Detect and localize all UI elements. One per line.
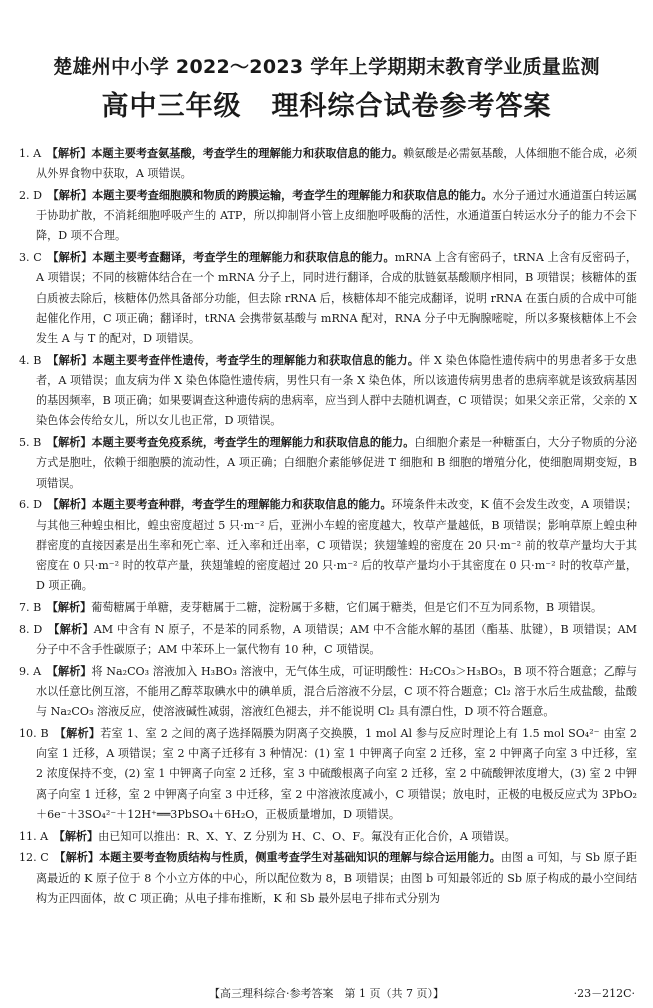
question-number: 10. B [19, 727, 49, 741]
analysis-focus: 本题主要考查细胞膜和物质的跨膜运输，考查学生的理解能力和获取信息的能力。 [92, 189, 493, 202]
analysis-tag: 【解析】 [52, 436, 92, 450]
analysis-text: 若室 1、室 2 之间的离子选择隔膜为阴离子交换膜，1 mol Al 参与反应时理论上有 1.5 mol SO₄²⁻ 由室 2 向室 1 迁移，A 项错误；室 2 中离子迁移有 3 种情况：(1) 室 1 中钾离子向室 2 迁移，室 2 中钾离子向室 3 中迁移，室 2 浓度保持不变，(2) 室 1 中钾离子向室 2 迁移，室 3 中硫酸根离子向室 2 迁移，室 2 中硫酸钾浓度增大，(3) 室 2 中钾离子向室 1 迁移，室 2 中钾离子向室 3 中迁移，室 2 中溶液浓度减小，C 项错误；放电时，正极的电极反应式为 3PbO₂＋6e⁻＋3SO₄²⁻＋12H⁺══3PbSO₄＋6H₂O，正极质量增加，D 项错误。 [36, 727, 637, 821]
analysis-text: 赖氨酸是必需氨基酸，人体细胞不能合成，必须从外界食物中获取，A 项错误。 [36, 147, 637, 181]
analysis-tag: 【解析】 [53, 189, 93, 202]
answer-item [19, 433, 637, 494]
footer-paper-code: ·23－212C· [573, 987, 635, 1000]
question-number: 9. A [19, 664, 42, 678]
question-number: 2. D [19, 189, 43, 202]
answer-item [19, 598, 637, 618]
analysis-text: 伴 X 染色体隐性遗传病中的男患者多于女患者，A 项错误；血友病为伴 X 染色体隐性遗传病，男性只有一条 X 染色体，所以该遗传病男患者的患病率就是该致病基因的基因频率，B 项正确；如果要调查这种遗传病的患病率，应当到人群中去随机调查，C 项错误；如果父亲正常，父亲的 X 染色体会传给女儿，所以女儿也正常，D 项错误。 [36, 353, 637, 428]
analysis-focus: 本题主要考查伴性遗传，考查学生的理解能力和获取信息的能力。 [92, 353, 420, 367]
question-number: 6. D [19, 498, 43, 512]
analysis-tag: 【解析】 [52, 664, 92, 678]
answer-item [19, 186, 637, 247]
analysis-focus: 本题主要考查物质结构与性质，侧重考查学生对基础知识的理解与综合运用能力。 [99, 851, 501, 865]
analysis-tag: 【解析】 [52, 353, 93, 367]
answer-item [19, 351, 637, 432]
answer-item [19, 144, 637, 184]
analysis-text: mRNA 上含有密码子，tRNA 上含有反密码子，A 项错误；不同的核糖体结合在一个 mRNA 分子上，同时进行翻译，合成的肽链氨基酸顺序相同，B 项错误；核糖体的蛋白质被去除后，核糖体仍然具备部分功能，但去除 rRNA 后，核糖体却不能完成翻译，说明 rRNA 在蛋白质的合成中可能起催化作用，C 项正确；翻译时，tRNA 会携带氨基酸与 mRNA 配对，RNA 分子中无胸腺嘧啶，所以多聚核糖体上不会发生 A 与 T 的配对，D 项错误。 [36, 251, 637, 346]
subject-label: 理科综合试卷参考答案 [271, 91, 552, 122]
analysis-tag: 【解析】 [52, 601, 92, 615]
analysis-text: 由已知可以推出：R、X、Y、Z 分别为 H、C、O、F。氟没有正化合价，A 项错误。 [98, 829, 516, 843]
answers-list [19, 144, 637, 980]
analysis-focus: 本题主要考查种群，考查学生的理解能力和获取信息的能力。 [91, 498, 392, 512]
question-number: 8. D [19, 622, 43, 636]
question-number: 3. C [19, 251, 42, 265]
analysis-tag: 【解析】 [60, 727, 101, 741]
answer-item [19, 848, 637, 909]
grade-label: 高中三年级 [101, 91, 242, 122]
question-number: 11. A [19, 829, 49, 843]
answer-item [19, 724, 637, 825]
analysis-text: 葡萄糖属于单糖，麦芽糖属于二糖，淀粉属于多糖，它们属于糖类，但是它们不互为同系物，B 项错误。 [91, 601, 603, 615]
analysis-tag: 【解析】 [59, 851, 100, 865]
answer-item [19, 248, 637, 349]
analysis-tag: 【解析】 [52, 147, 92, 160]
page-footer [0, 985, 653, 1003]
answer-item [19, 495, 637, 596]
question-number: 1. A [19, 147, 42, 160]
analysis-tag: 【解析】 [59, 829, 99, 843]
footer-page-info: 【高三理科综合·参考答案 第 1 页（共 7 页）】 [209, 987, 444, 1000]
question-number: 7. B [19, 601, 42, 615]
answer-item [19, 620, 637, 660]
answer-item [19, 662, 637, 723]
analysis-tag: 【解析】 [53, 622, 94, 636]
analysis-focus: 本题主要考查翻译，考查学生的理解能力和获取信息的能力。 [92, 251, 395, 265]
analysis-text: 白细胞介素是一种糖蛋白，大分子物质的分泌方式是胞吐，依赖于细胞膜的流动性，A 项正确；白细胞介素能够促进 T 细胞和 B 细胞的增殖分化，使细胞周期变短，B 项错误。 [36, 436, 637, 490]
question-number: 4. B [19, 353, 42, 367]
answer-item [19, 827, 637, 847]
analysis-focus: 本题主要考查氨基酸，考查学生的理解能力和获取信息的能力。 [91, 147, 404, 160]
analysis-text: 将 Na₂CO₃ 溶液加入 H₃BO₃ 溶液中，无气体生成，可证明酸性：H₂CO₃＞H₃BO₃，B 项不符合题意；乙醇与水以任意比例互溶，不能用乙醇萃取碘水中的碘单质，混合后溶液不分层，C 项不符合题意；Cl₂ 溶于水后生成盐酸，盐酸与 Na₂CO₃ 溶液反应，使溶液碱性减弱，溶液红色褪去，并不能说明 Cl₂ 具有漂白性，D 项不符合题意。 [36, 664, 637, 719]
analysis-text: 由图 a 可知，与 Sb 原子距离最近的 K 原子位于 8 个小立方体的中心，所以配位数为 8，B 项错误；由图 b 可知最邻近的 Sb 原子构成的最小空间结构为正四面体，故 C 项正确；从电子排布推断，K 和 Sb 最外层电子排布式分别为 [36, 851, 637, 905]
exam-title: 楚雄州中小学 2022～2023 学年上学期期末教育学业质量监测 [53, 56, 600, 78]
question-number: 5. B [19, 436, 42, 450]
paper-title [0, 84, 653, 123]
analysis-text: 水分子通过水通道蛋白转运属于协助扩散，不消耗细胞呼吸产生的 ATP，所以抑制肾小管上皮细胞呼吸酶的活性，水通道蛋白转运水分子的能力不会下降，D 项不合理。 [36, 189, 637, 243]
analysis-text: AM 中含有 N 原子，不是苯的同系物，A 项错误；AM 中不含能水解的基团（酯基、肽键），B 项错误；AM 分子中不含手性碳原子；AM 中苯环上一氯代物有 10 种，C 项错误。 [36, 622, 637, 657]
analysis-text: 环境条件未改变，K 值不会发生改变，A 项错误；与其他三种蝗虫相比，蝗虫密度超过 5 只·m⁻² 后，亚洲小车蝗的密度越大，牧草产量越低，B 项错误；影响草原上蝗虫种群密度的直接因素是出生率和死亡率、迁入率和迁出率，C 项错误；狭翅雏蝗的密度在 20 只·m⁻² 前的牧草产量均大于其密度在 0 只·m⁻² 时的牧草产量，狭翅雏蝗的密度超过 20 只·m⁻² 后的牧草产量均小于其密度在 0 只·m⁻² 时的牧草产量，D 项正确。 [36, 498, 637, 593]
analysis-focus: 本题主要考查免疫系统，考查学生的理解能力和获取信息的能力。 [91, 436, 415, 450]
analysis-tag: 【解析】 [53, 498, 92, 512]
analysis-tag: 【解析】 [53, 251, 93, 265]
question-number: 12. C [19, 851, 49, 865]
